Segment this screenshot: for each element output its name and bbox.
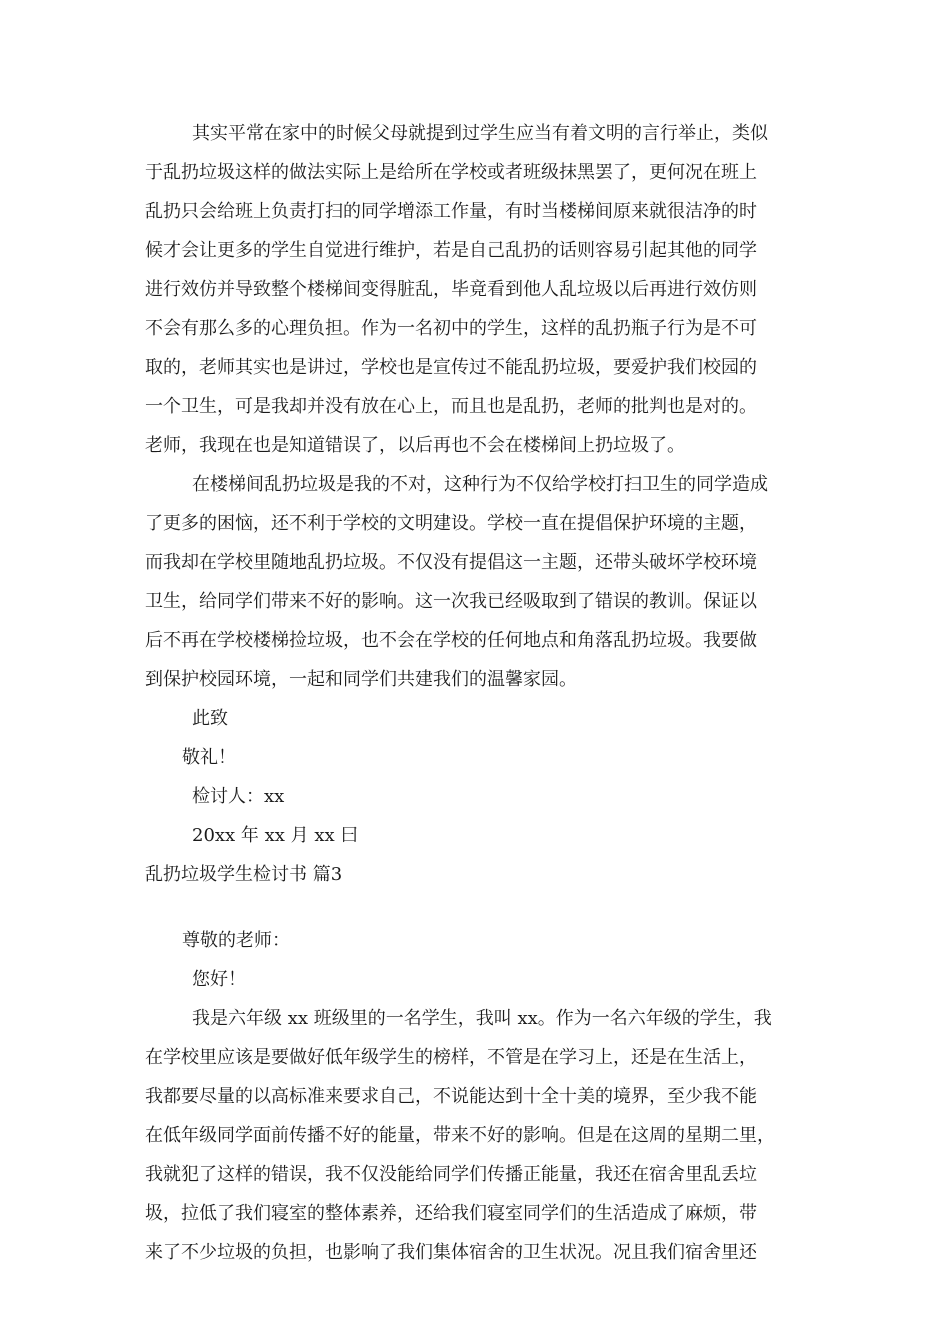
paragraph-1-line-9: 老师，我现在也是知道错误了，以后再也不会在楼梯间上扔垃圾了。 xyxy=(145,435,685,456)
paragraph-3-line-5: 我就犯了这样的错误，我不仅没能给同学们传播正能量，我还在宿舍里乱丢垃 xyxy=(145,1164,757,1185)
paragraph-3-line-2: 在学校里应该是要做好低年级学生的榜样，不管是在学习上，还是在生活上， xyxy=(145,1047,757,1068)
paragraph-2-line-2: 了更多的困恼，还不利于学校的文明建设。学校一直在提倡保护环境的主题， xyxy=(145,513,757,534)
paragraph-3-line-3: 我都要尽量的以高标准来要求自己，不说能达到十全十美的境界，至少我不能 xyxy=(145,1086,757,1107)
section-title: 乱扔垃圾学生检讨书 篇3 xyxy=(145,864,343,885)
paragraph-1-line-2: 于乱扔垃圾这样的做法实际上是给所在学校或者班级抹黑罢了，更何况在班上 xyxy=(145,162,757,183)
paragraph-1-line-4: 候才会让更多的学生自觉进行维护，若是自己乱扔的话则容易引起其他的同学 xyxy=(145,240,757,261)
paragraph-3-line-7: 来了不少垃圾的负担，也影响了我们集体宿舍的卫生状况。况且我们宿舍里还 xyxy=(145,1242,757,1263)
paragraph-1-line-8: 一个卫生，可是我却并没有放在心上，而且也是乱扔，老师的批判也是对的。 xyxy=(145,396,757,417)
paragraph-2-line-5: 后不再在学校楼梯捡垃圾，也不会在学校的任何地点和角落乱扔垃圾。我要做 xyxy=(145,630,757,651)
paragraph-2-line-6: 到保护校园环境，一起和同学们共建我们的温馨家园。 xyxy=(145,669,577,690)
paragraph-2-line-4: 卫生，给同学们带来不好的影响。这一次我已经吸取到了错误的教训。保证以 xyxy=(145,591,757,612)
greeting: 您好！ xyxy=(192,969,246,990)
closing-line-2: 敬礼！ xyxy=(182,747,236,768)
closing-line-1: 此致 xyxy=(192,708,228,729)
paragraph-2-line-3: 而我却在学校里随地乱扔垃圾。不仅没有提倡这一主题，还带头破坏学校环境 xyxy=(145,552,757,573)
paragraph-1-line-7: 取的，老师其实也是讲过，学校也是宣传过不能乱扔垃圾，要爱护我们校园的 xyxy=(145,357,757,378)
paragraph-3-line-4: 在低年级同学面前传播不好的能量，带来不好的影响。但是在这周的星期二里， xyxy=(145,1125,775,1146)
paragraph-1-line-5: 进行效仿并导致整个楼梯间变得脏乱，毕竟看到他人乱垃圾以后再进行效仿则 xyxy=(145,279,757,300)
paragraph-3-line-1: 我是六年级 xx 班级里的一名学生，我叫 xx。作为一名六年级的学生，我 xyxy=(192,1008,772,1029)
paragraph-1-line-6: 不会有那么多的心理负担。作为一名初中的学生，这样的乱扔瓶子行为是不可 xyxy=(145,318,757,339)
signer: 检讨人：xx xyxy=(192,786,285,807)
date: 20xx 年 xx 月 xx 曰 xyxy=(192,825,359,846)
paragraph-3-line-6: 圾，拉低了我们寝室的整体素养，还给我们寝室同学们的生活造成了麻烦，带 xyxy=(145,1203,757,1224)
paragraph-1-line-1: 其实平常在家中的时候父母就提到过学生应当有着文明的言行举止，类似 xyxy=(192,123,768,144)
salutation: 尊敬的老师： xyxy=(182,930,290,951)
paragraph-1-line-3: 乱扔只会给班上负责打扫的同学增添工作量，有时当楼梯间原来就很洁净的时 xyxy=(145,201,757,222)
paragraph-2-line-1: 在楼梯间乱扔垃圾是我的不对，这种行为不仅给学校打扫卫生的同学造成 xyxy=(192,474,768,495)
